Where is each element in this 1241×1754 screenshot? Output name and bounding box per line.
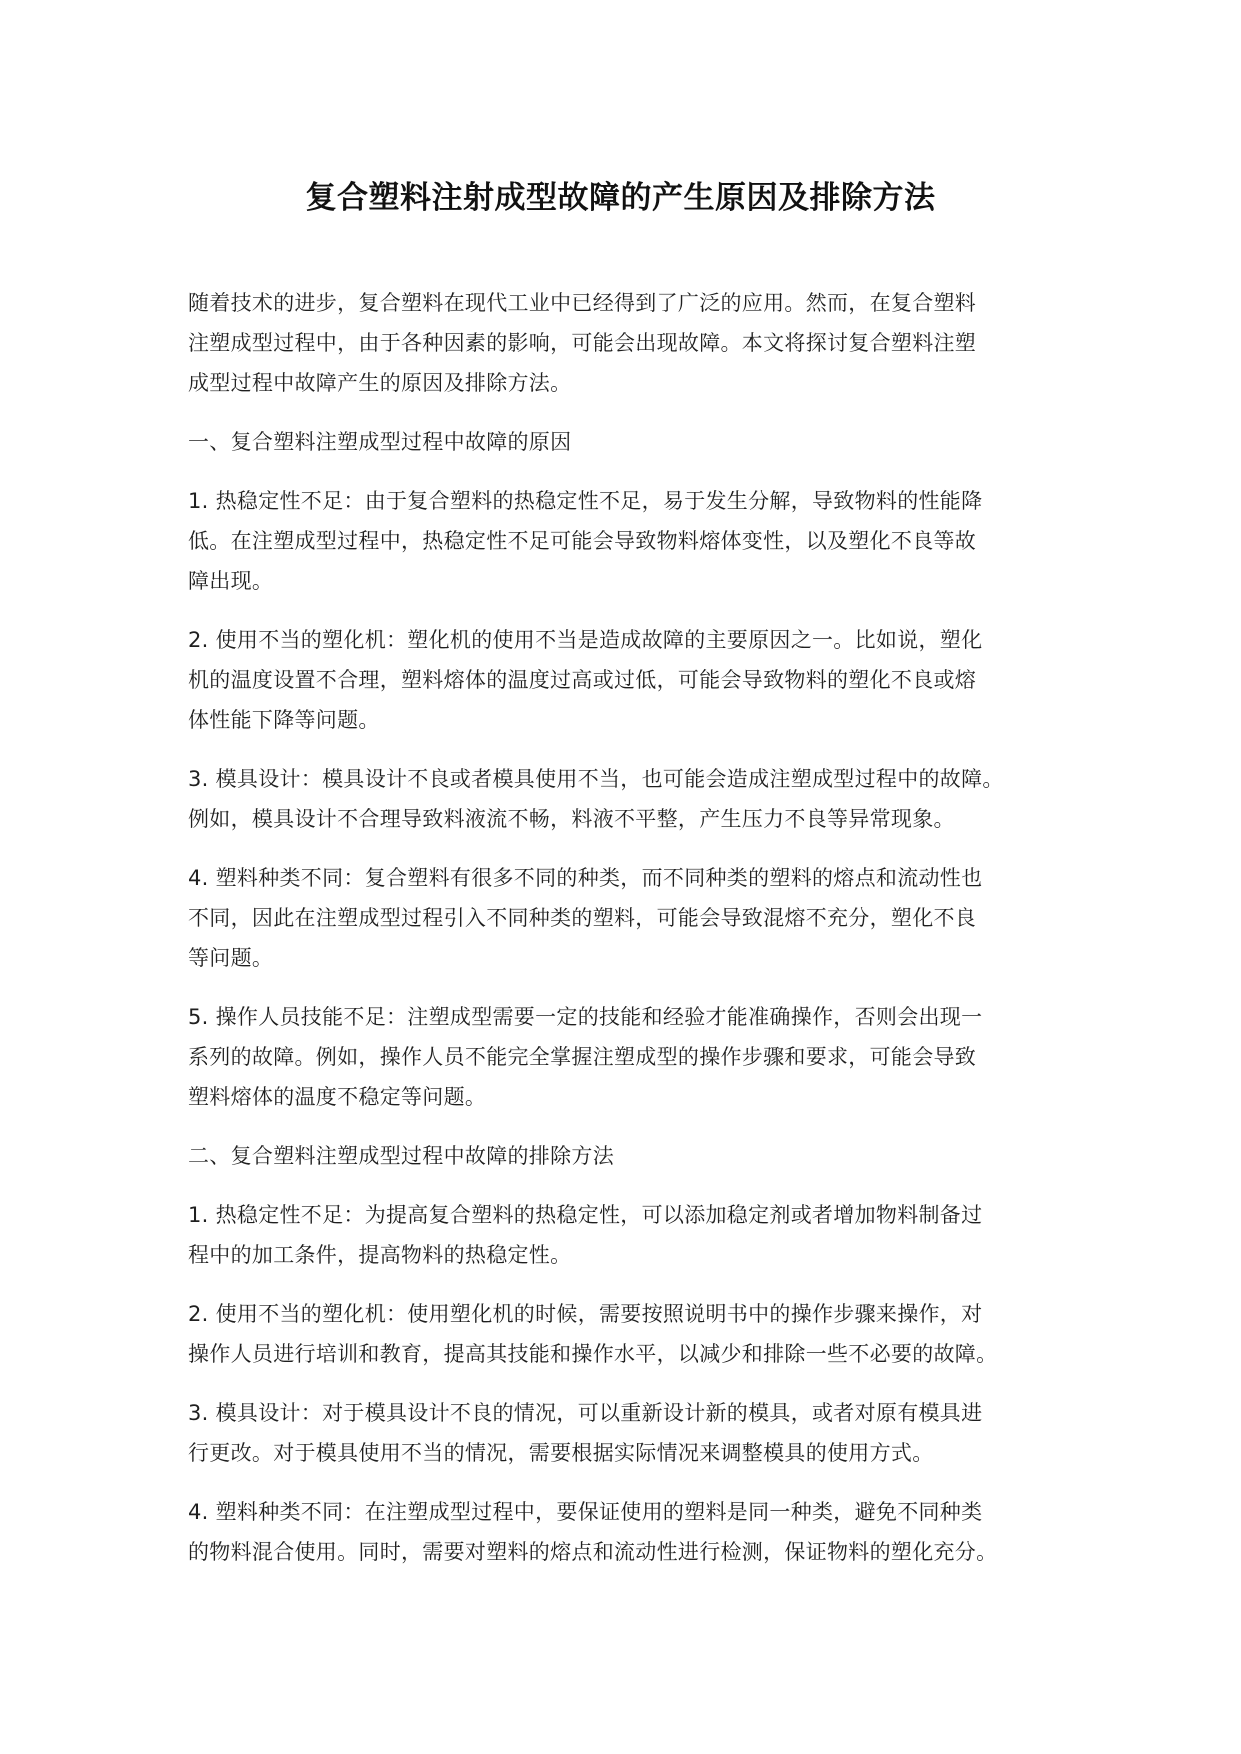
paragraph-line: 3. 模具设计：对于模具设计不良的情况，可以重新设计新的模具，或者对原有模具进 [188,1401,983,1425]
section-heading [188,1136,1068,1176]
paragraph-line: 5. 操作人员技能不足：注塑成型需要一定的技能和经验才能准确操作，否则会出现一 [188,1005,983,1029]
body-paragraph [188,481,1068,601]
body-paragraph [188,283,1068,403]
paragraph-line: 塑料熔体的温度不稳定等问题。 [188,1085,487,1109]
body-paragraph [188,759,1068,839]
document-title: 复合塑料注射成型故障的产生原因及排除方法 [305,180,936,216]
paragraph-line: 低。在注塑成型过程中，热稳定性不足可能会导致物料熔体变性，以及塑化不良等故 [188,529,977,553]
paragraph-line: 1. 热稳定性不足：由于复合塑料的热稳定性不足，易于发生分解，导致物料的性能降 [188,489,983,513]
body-paragraph [188,1492,1068,1572]
document-body [188,283,1068,1591]
body-paragraph [188,620,1068,740]
paragraph-line: 系列的故障。例如，操作人员不能完全掌握注塑成型的操作步骤和要求，可能会导致 [188,1045,977,1069]
paragraph-line: 例如，模具设计不合理导致料液流不畅，料液不平整，产生压力不良等异常现象。 [188,807,955,831]
paragraph-line: 成型过程中故障产生的原因及排除方法。 [188,371,572,395]
paragraph-line: 2. 使用不当的塑化机：使用塑化机的时候，需要按照说明书中的操作步骤来操作，对 [188,1302,983,1326]
paragraph-line: 3. 模具设计：模具设计不良或者模具使用不当，也可能会造成注塑成型过程中的故障。 [188,767,1004,791]
paragraph-line: 随着技术的进步，复合塑料在现代工业中已经得到了广泛的应用。然而，在复合塑料 [188,291,977,315]
paragraph-line: 二、复合塑料注塑成型过程中故障的排除方法 [188,1144,614,1168]
body-paragraph [188,1195,1068,1275]
paragraph-line: 程中的加工条件，提高物料的热稳定性。 [188,1243,572,1267]
paragraph-line: 体性能下降等问题。 [188,708,380,732]
paragraph-line: 等问题。 [188,946,274,970]
section-heading [188,422,1068,462]
body-paragraph [188,1393,1068,1473]
paragraph-line: 机的温度设置不合理，塑料熔体的温度过高或过低，可能会导致物料的塑化不良或熔 [188,668,977,692]
paragraph-line: 注塑成型过程中，由于各种因素的影响，可能会出现故障。本文将探讨复合塑料注塑 [188,331,977,355]
paragraph-line: 2. 使用不当的塑化机：塑化机的使用不当是造成故障的主要原因之一。比如说，塑化 [188,628,983,652]
paragraph-line: 一、复合塑料注塑成型过程中故障的原因 [188,430,572,454]
paragraph-line: 障出现。 [188,569,274,593]
body-paragraph [188,997,1068,1117]
body-paragraph [188,858,1068,978]
paragraph-line: 4. 塑料种类不同：复合塑料有很多不同的种类，而不同种类的塑料的熔点和流动性也 [188,866,983,890]
paragraph-line: 的物料混合使用。同时，需要对塑料的熔点和流动性进行检测，保证物料的塑化充分。 [188,1540,998,1564]
paragraph-line: 4. 塑料种类不同：在注塑成型过程中，要保证使用的塑料是同一种类，避免不同种类 [188,1500,983,1524]
paragraph-line: 不同，因此在注塑成型过程引入不同种类的塑料，可能会导致混熔不充分，塑化不良 [188,906,977,930]
body-paragraph [188,1294,1068,1374]
paragraph-line: 行更改。对于模具使用不当的情况，需要根据实际情况来调整模具的使用方式。 [188,1441,934,1465]
paragraph-line: 操作人员进行培训和教育，提高其技能和操作水平，以减少和排除一些不必要的故障。 [188,1342,998,1366]
paragraph-line: 1. 热稳定性不足：为提高复合塑料的热稳定性，可以添加稳定剂或者增加物料制备过 [188,1203,983,1227]
